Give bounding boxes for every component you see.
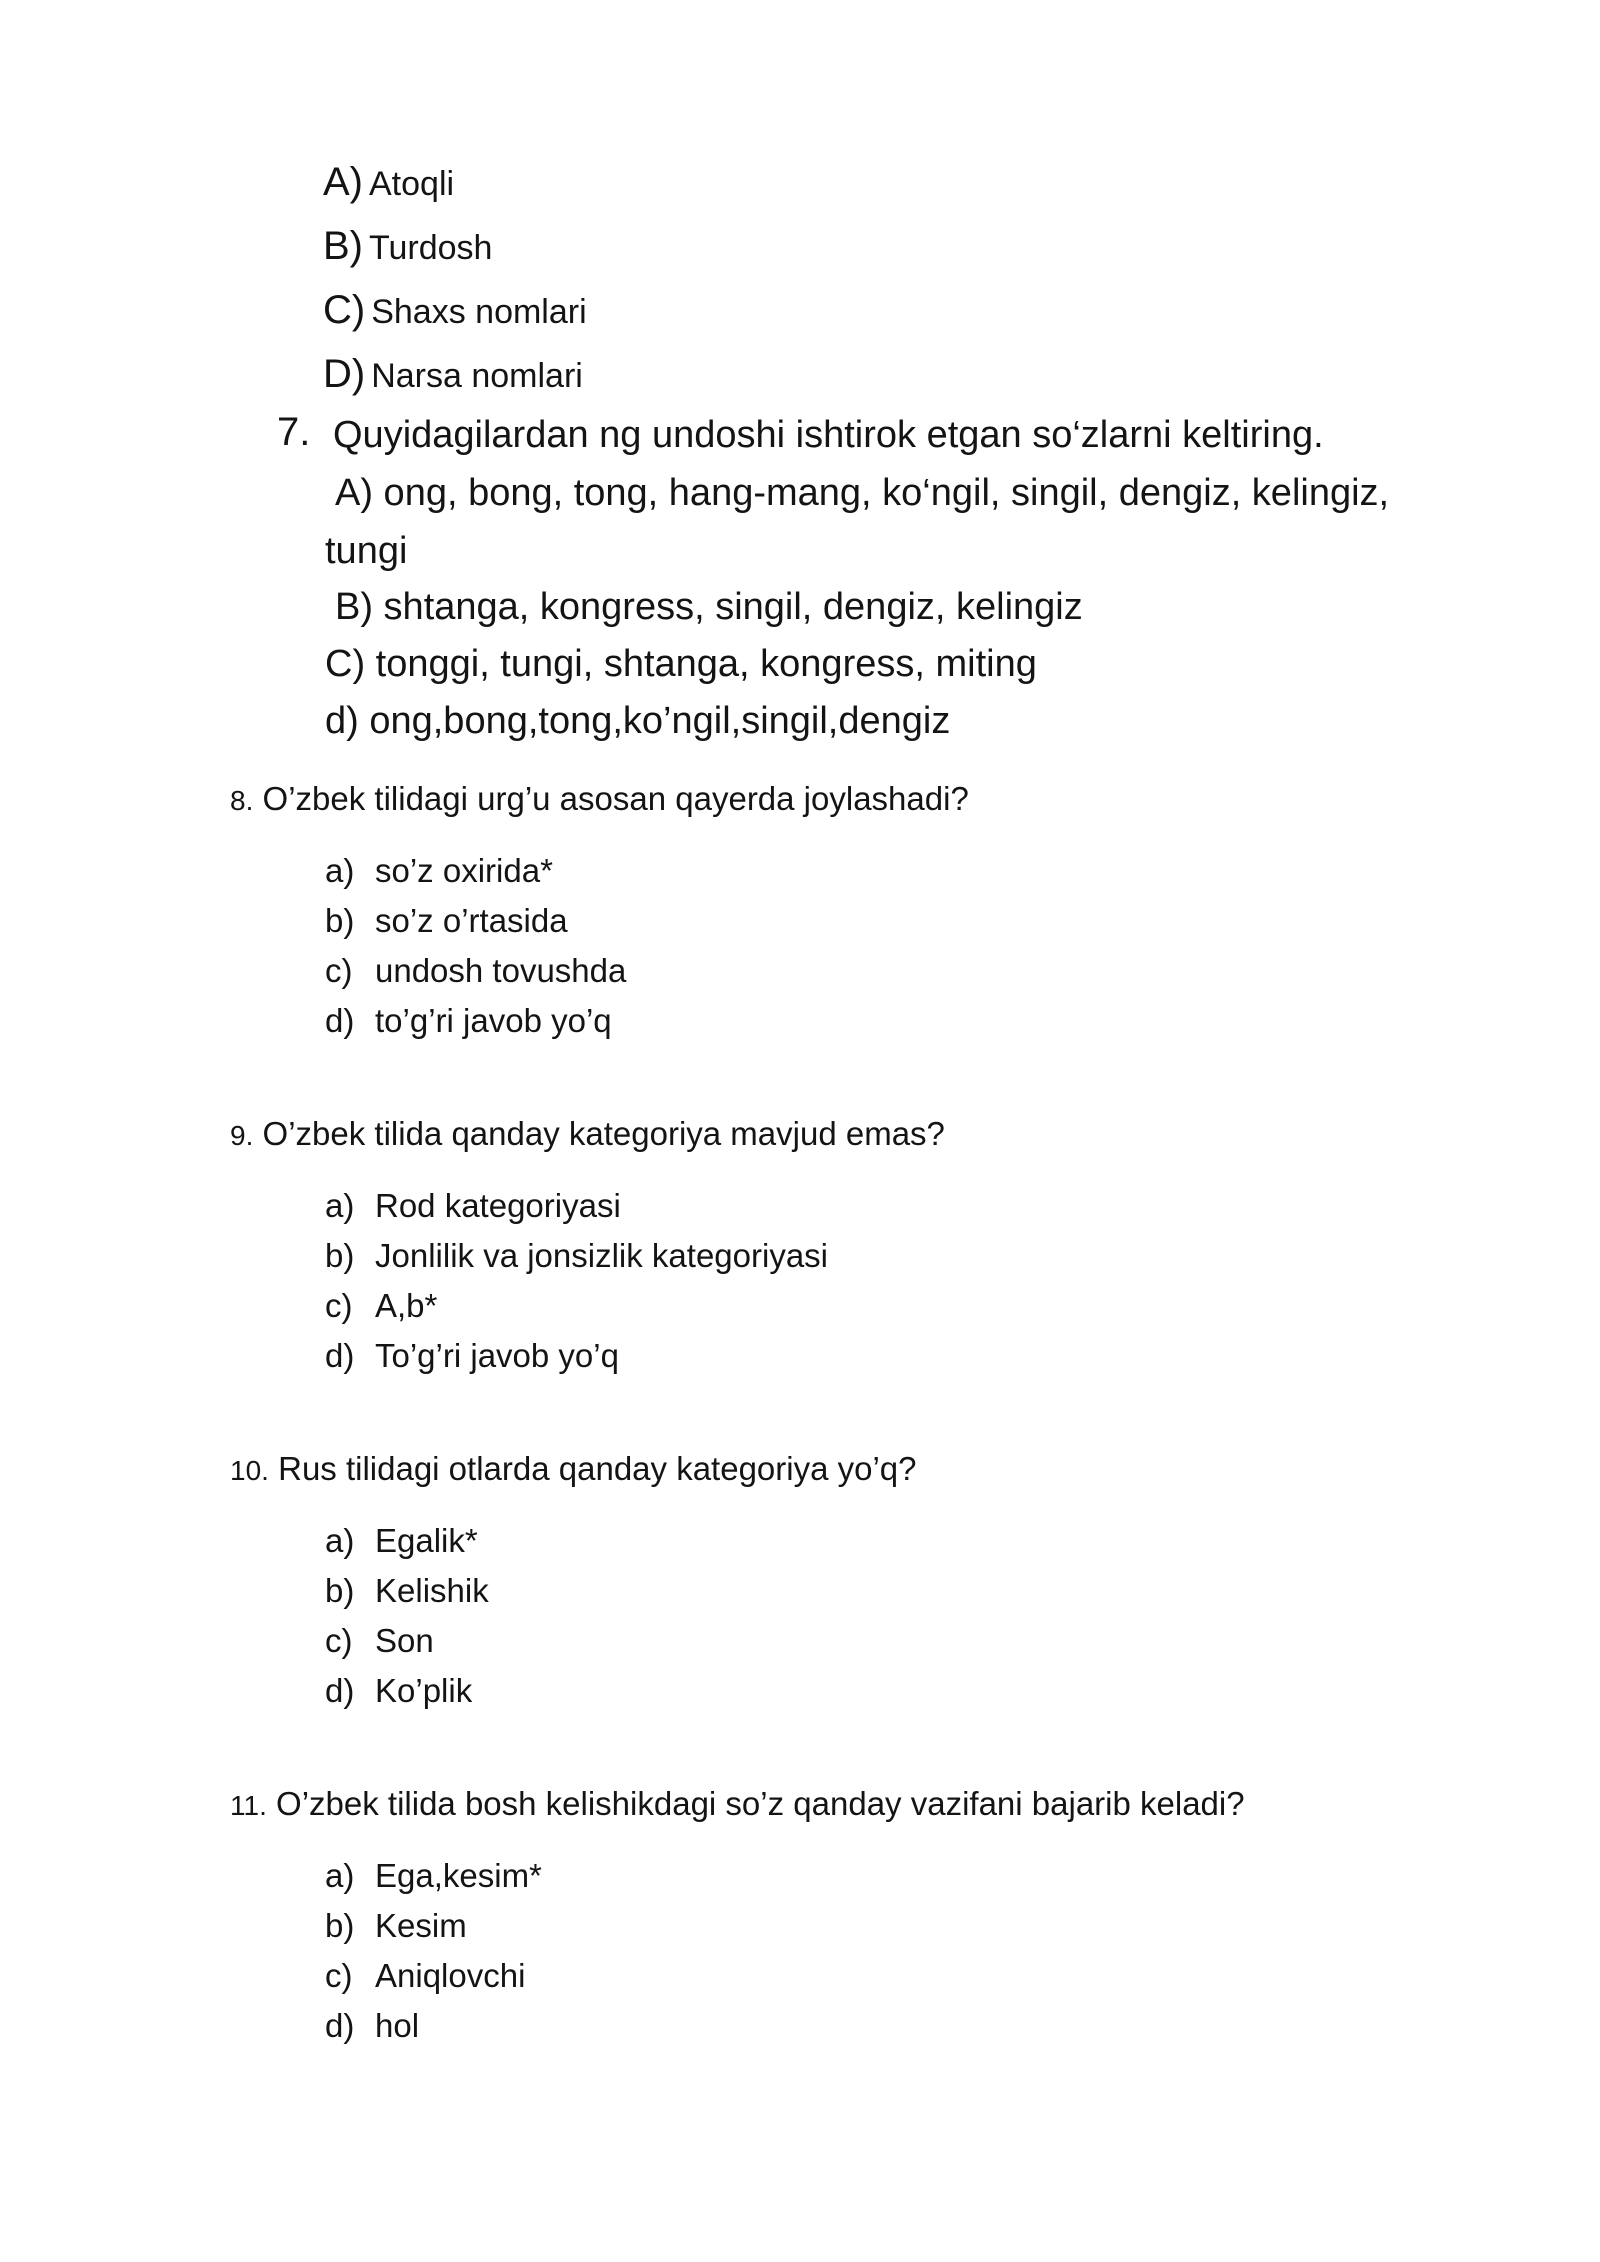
option-text: Turdosh bbox=[369, 229, 493, 267]
option-text: Aniqlovchi bbox=[375, 1957, 526, 1994]
q7-option-d: d) ong,bong,tong,ko’ngil,singil,dengiz bbox=[325, 700, 951, 742]
q6-option-b bbox=[323, 224, 492, 269]
option-letter: d) bbox=[325, 2007, 355, 2044]
q7-option-a: A) ong, bong, tong, hang-mang, ko‘ngil, singil, dengiz, kelingiz, bbox=[335, 472, 1390, 514]
option-letter: b) bbox=[325, 902, 355, 939]
option-text: undosh tovushda bbox=[375, 952, 627, 989]
question-number: 9. bbox=[230, 1120, 254, 1151]
option-letter: a) bbox=[325, 852, 355, 889]
q7-option-c: C) tonggi, tungi, shtanga, kongress, miting bbox=[325, 643, 1037, 685]
q6-option-a bbox=[323, 160, 454, 205]
option-text: Shaxs nomlari bbox=[371, 293, 587, 331]
question-number: 10. bbox=[230, 1455, 269, 1486]
option-letter: c) bbox=[325, 1957, 353, 1994]
option-text: Jonlilik va jonsizlik kategoriyasi bbox=[375, 1237, 829, 1274]
option-text: Son bbox=[375, 1622, 434, 1659]
option-letter: B) bbox=[323, 224, 363, 268]
option-letter: A) bbox=[323, 160, 363, 204]
option-letter: c) bbox=[325, 1622, 353, 1659]
option-text: A,b* bbox=[375, 1287, 438, 1324]
option-text: To’g’ri javob yo’q bbox=[375, 1337, 619, 1374]
q6-option-d bbox=[323, 352, 583, 397]
option-letter: D) bbox=[323, 352, 366, 396]
option-letter: d) bbox=[325, 1672, 355, 1709]
question-number: 11. bbox=[230, 1790, 267, 1821]
option-letter: b) bbox=[325, 1907, 355, 1944]
option-text: Atoqli bbox=[369, 165, 455, 203]
q7-number: 7. bbox=[277, 410, 311, 454]
question-number: 8. bbox=[230, 785, 254, 816]
q7-text: Quyidagilardan ng undoshi ishtirok etgan so‘zlarni keltiring. bbox=[333, 414, 1324, 456]
option-text: so’z o’rtasida bbox=[375, 902, 568, 939]
q11-question bbox=[230, 1785, 1245, 1823]
question-text: O’zbek tilidagi urg’u asosan qayerda joylashadi? bbox=[262, 780, 969, 817]
option-letter: C) bbox=[323, 288, 366, 332]
option-letter: b) bbox=[325, 1237, 355, 1274]
q9-question bbox=[230, 1115, 945, 1153]
option-text: hol bbox=[375, 2007, 420, 2044]
option-text: Narsa nomlari bbox=[371, 357, 583, 395]
q8-question bbox=[230, 780, 969, 818]
q7-option-a-continued: tungi bbox=[325, 530, 408, 572]
option-letter: a) bbox=[325, 1857, 355, 1894]
option-text: Ega,kesim* bbox=[375, 1857, 542, 1894]
option-letter: d) bbox=[325, 1337, 355, 1374]
q6-option-c bbox=[323, 288, 587, 333]
question-text: O’zbek tilida bosh kelishikdagi so’z qanday vazifani bajarib keladi? bbox=[276, 1785, 1245, 1822]
option-letter: c) bbox=[325, 1287, 353, 1324]
q10-question bbox=[230, 1450, 917, 1488]
option-letter: b) bbox=[325, 1572, 355, 1609]
option-letter: a) bbox=[325, 1187, 355, 1224]
option-text: Kelishik bbox=[375, 1572, 489, 1609]
option-letter: a) bbox=[325, 1522, 355, 1559]
option-text: Kesim bbox=[375, 1907, 467, 1944]
option-letter: c) bbox=[325, 952, 353, 989]
option-letter: d) bbox=[325, 1002, 355, 1039]
question-text: O’zbek tilida qanday kategoriya mavjud emas? bbox=[262, 1115, 945, 1152]
option-text: Ko’plik bbox=[375, 1672, 473, 1709]
question-text: Rus tilidagi otlarda qanday kategoriya yo’q? bbox=[278, 1450, 917, 1487]
option-text: Egalik* bbox=[375, 1522, 478, 1559]
q7-option-b: B) shtanga, kongress, singil, dengiz, kelingiz bbox=[335, 586, 1083, 628]
option-text: to’g’ri javob yo’q bbox=[375, 1002, 612, 1039]
option-text: Rod kategoriyasi bbox=[375, 1187, 621, 1224]
option-text: so’z oxirida* bbox=[375, 852, 553, 889]
